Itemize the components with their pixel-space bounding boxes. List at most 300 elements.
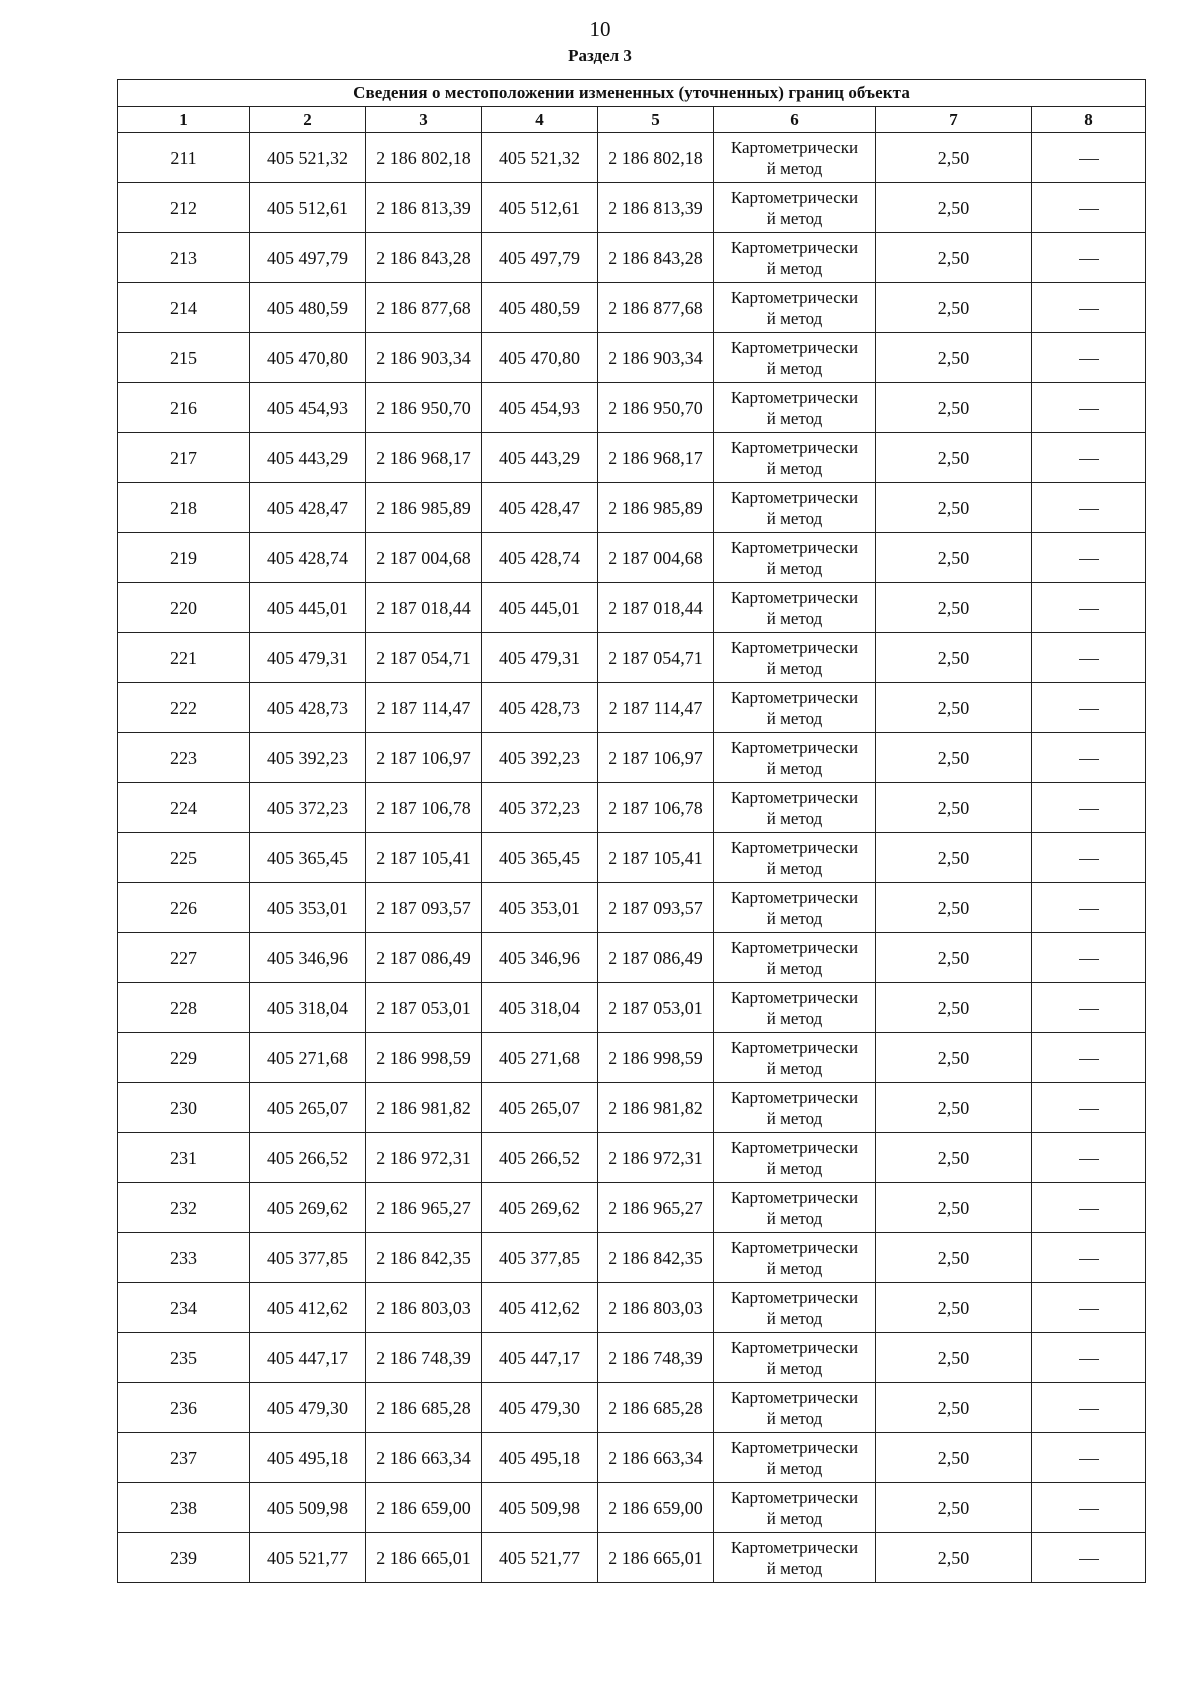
refined-y-cell: 2 187 018,44 [598,583,714,633]
table-row [118,983,1146,1033]
empty-dash [1079,1059,1099,1060]
column-number: 5 [598,107,714,133]
refined-y-cell: 2 186 802,18 [598,133,714,183]
method-cell [714,1433,876,1483]
method-text-line-2: й метод [766,358,823,378]
method-cell [714,133,876,183]
existing-y-cell: 2 186 685,28 [366,1383,482,1433]
existing-y-cell: 2 186 659,00 [366,1483,482,1533]
table-row [118,283,1146,333]
method-cell [714,233,876,283]
refined-x-cell: 405 265,07 [482,1083,598,1133]
precision-cell: 2,50 [876,633,1032,683]
existing-y-cell: 2 186 802,18 [366,133,482,183]
method-cell [714,983,876,1033]
point-number-cell: 231 [118,1133,250,1183]
method-cell [714,333,876,383]
precision-cell: 2,50 [876,183,1032,233]
point-number-cell: 222 [118,683,250,733]
method-text-line-1: Картометрически [730,1137,859,1157]
precision-cell: 2,50 [876,1183,1032,1233]
refined-y-cell: 2 187 093,57 [598,883,714,933]
existing-x-cell: 405 495,18 [250,1433,366,1483]
point-number-cell: 213 [118,233,250,283]
existing-x-cell: 405 512,61 [250,183,366,233]
refined-x-cell: 405 428,47 [482,483,598,533]
empty-dash [1079,1109,1099,1110]
existing-x-cell: 405 353,01 [250,883,366,933]
method-text-line-1: Картометрически [730,287,859,307]
column-number: 3 [366,107,482,133]
refined-y-cell: 2 187 106,97 [598,733,714,783]
empty-dash [1079,959,1099,960]
existing-x-cell: 405 346,96 [250,933,366,983]
table-body [118,133,1146,1583]
column-number: 6 [714,107,876,133]
existing-x-cell: 405 479,31 [250,633,366,683]
existing-y-cell: 2 186 965,27 [366,1183,482,1233]
existing-y-cell: 2 187 086,49 [366,933,482,983]
table-row [118,583,1146,633]
table-row [118,1433,1146,1483]
method-text-line-2: й метод [766,508,823,528]
refined-x-cell: 405 479,31 [482,633,598,683]
method-text-line-1: Картометрически [730,637,859,657]
empty-dash [1079,359,1099,360]
method-cell [714,833,876,883]
method-text-line-2: й метод [766,1208,823,1228]
existing-x-cell: 405 454,93 [250,383,366,433]
point-number-cell: 230 [118,1083,250,1133]
existing-y-cell: 2 186 842,35 [366,1233,482,1283]
method-text-line-2: й метод [766,558,823,578]
refined-y-cell: 2 186 950,70 [598,383,714,433]
empty-value-cell [1032,483,1146,533]
precision-cell: 2,50 [876,1533,1032,1583]
existing-y-cell: 2 186 663,34 [366,1433,482,1483]
table-row [118,883,1146,933]
empty-value-cell [1032,1483,1146,1533]
empty-value-cell [1032,633,1146,683]
refined-y-cell: 2 186 998,59 [598,1033,714,1083]
method-text-line-1: Картометрически [730,187,859,207]
method-cell [714,433,876,483]
refined-x-cell: 405 512,61 [482,183,598,233]
existing-y-cell: 2 186 665,01 [366,1533,482,1583]
method-text-line-1: Картометрически [730,1237,859,1257]
method-text-line-1: Картометрически [730,787,859,807]
existing-x-cell: 405 479,30 [250,1383,366,1433]
method-cell [714,733,876,783]
precision-cell: 2,50 [876,933,1032,983]
empty-dash [1079,1459,1099,1460]
table-caption-row [118,80,1146,107]
precision-cell: 2,50 [876,1333,1032,1383]
method-text-line-2: й метод [766,258,823,278]
precision-cell: 2,50 [876,133,1032,183]
method-text-line-2: й метод [766,708,823,728]
existing-y-cell: 2 186 972,31 [366,1133,482,1183]
empty-value-cell [1032,433,1146,483]
method-cell [714,1283,876,1333]
table-row [118,483,1146,533]
existing-x-cell: 405 271,68 [250,1033,366,1083]
table-row [118,1383,1146,1433]
existing-y-cell: 2 186 968,17 [366,433,482,483]
point-number-cell: 215 [118,333,250,383]
table-row [118,633,1146,683]
point-number-cell: 211 [118,133,250,183]
empty-dash [1079,459,1099,460]
refined-y-cell: 2 186 965,27 [598,1183,714,1233]
point-number-cell: 226 [118,883,250,933]
method-text-line-1: Картометрически [730,137,859,157]
empty-dash [1079,1009,1099,1010]
empty-value-cell [1032,733,1146,783]
existing-x-cell: 405 521,32 [250,133,366,183]
existing-x-cell: 405 318,04 [250,983,366,1033]
method-text-line-2: й метод [766,1358,823,1378]
refined-x-cell: 405 521,77 [482,1533,598,1583]
refined-y-cell: 2 186 968,17 [598,433,714,483]
empty-value-cell [1032,933,1146,983]
method-text-line-2: й метод [766,608,823,628]
existing-y-cell: 2 186 748,39 [366,1333,482,1383]
empty-dash [1079,909,1099,910]
empty-value-cell [1032,183,1146,233]
empty-dash [1079,409,1099,410]
refined-x-cell: 405 470,80 [482,333,598,383]
table-row [118,933,1146,983]
method-cell [714,1133,876,1183]
method-text-line-1: Картометрически [730,537,859,557]
empty-dash [1079,1159,1099,1160]
empty-value-cell [1032,383,1146,433]
precision-cell: 2,50 [876,683,1032,733]
precision-cell: 2,50 [876,1033,1032,1083]
existing-y-cell: 2 186 985,89 [366,483,482,533]
existing-y-cell: 2 187 053,01 [366,983,482,1033]
empty-dash [1079,1509,1099,1510]
empty-value-cell [1032,833,1146,883]
method-text-line-2: й метод [766,1458,823,1478]
empty-value-cell [1032,1233,1146,1283]
method-text-line-1: Картометрически [730,387,859,407]
point-number-cell: 229 [118,1033,250,1083]
method-text-line-1: Картометрически [730,1037,859,1057]
method-text-line-2: й метод [766,408,823,428]
method-cell [714,783,876,833]
table-row [118,683,1146,733]
table-row [118,783,1146,833]
existing-x-cell: 405 470,80 [250,333,366,383]
existing-y-cell: 2 186 950,70 [366,383,482,433]
method-text-line-1: Картометрически [730,737,859,757]
existing-y-cell: 2 187 106,78 [366,783,482,833]
existing-x-cell: 405 521,77 [250,1533,366,1583]
empty-dash [1079,509,1099,510]
table-row [118,433,1146,483]
method-cell [714,1083,876,1133]
method-text-line-2: й метод [766,1108,823,1128]
point-number-cell: 224 [118,783,250,833]
refined-y-cell: 2 187 106,78 [598,783,714,833]
existing-y-cell: 2 187 105,41 [366,833,482,883]
empty-value-cell [1032,683,1146,733]
empty-value-cell [1032,533,1146,583]
precision-cell: 2,50 [876,233,1032,283]
refined-y-cell: 2 187 114,47 [598,683,714,733]
empty-value-cell [1032,233,1146,283]
empty-value-cell [1032,1133,1146,1183]
existing-y-cell: 2 186 813,39 [366,183,482,233]
table-row [118,533,1146,583]
empty-dash [1079,1209,1099,1210]
point-number-cell: 225 [118,833,250,883]
method-text-line-1: Картометрически [730,937,859,957]
empty-value-cell [1032,1333,1146,1383]
method-text-line-1: Картометрически [730,987,859,1007]
empty-dash [1079,809,1099,810]
existing-y-cell: 2 187 093,57 [366,883,482,933]
precision-cell: 2,50 [876,883,1032,933]
method-text-line-1: Картометрически [730,337,859,357]
refined-x-cell: 405 412,62 [482,1283,598,1333]
refined-x-cell: 405 509,98 [482,1483,598,1533]
precision-cell: 2,50 [876,433,1032,483]
point-number-cell: 236 [118,1383,250,1433]
refined-x-cell: 405 346,96 [482,933,598,983]
precision-cell: 2,50 [876,1433,1032,1483]
empty-dash [1079,1259,1099,1260]
method-cell [714,633,876,683]
empty-dash [1079,559,1099,560]
point-number-cell: 214 [118,283,250,333]
refined-y-cell: 2 187 004,68 [598,533,714,583]
column-number: 8 [1032,107,1146,133]
method-text-line-2: й метод [766,758,823,778]
method-text-line-1: Картометрически [730,687,859,707]
method-text-line-1: Картометрически [730,1487,859,1507]
empty-value-cell [1032,333,1146,383]
empty-dash [1079,1309,1099,1310]
method-text-line-2: й метод [766,908,823,928]
refined-x-cell: 405 428,73 [482,683,598,733]
method-text-line-1: Картометрически [730,587,859,607]
existing-x-cell: 405 265,07 [250,1083,366,1133]
refined-y-cell: 2 186 803,03 [598,1283,714,1333]
precision-cell: 2,50 [876,533,1032,583]
existing-x-cell: 405 428,73 [250,683,366,733]
empty-dash [1079,259,1099,260]
empty-value-cell [1032,583,1146,633]
refined-x-cell: 405 480,59 [482,283,598,333]
method-text-line-2: й метод [766,458,823,478]
page-number: 10 [589,17,611,41]
table-row [118,1283,1146,1333]
method-cell [714,183,876,233]
point-number-cell: 237 [118,1433,250,1483]
refined-y-cell: 2 186 981,82 [598,1083,714,1133]
method-text-line-1: Картометрически [730,1187,859,1207]
refined-x-cell: 405 521,32 [482,133,598,183]
table-row [118,383,1146,433]
existing-x-cell: 405 497,79 [250,233,366,283]
point-number-cell: 233 [118,1233,250,1283]
table-caption: Сведения о местоположении измененных (уточненных) границ объекта [118,80,1146,107]
empty-value-cell [1032,783,1146,833]
existing-y-cell: 2 186 877,68 [366,283,482,333]
point-number-cell: 223 [118,733,250,783]
refined-y-cell: 2 186 903,34 [598,333,714,383]
table-row [118,1533,1146,1583]
empty-value-cell [1032,1033,1146,1083]
point-number-cell: 218 [118,483,250,533]
precision-cell: 2,50 [876,333,1032,383]
table-row [118,1183,1146,1233]
method-text-line-2: й метод [766,1008,823,1028]
refined-y-cell: 2 186 843,28 [598,233,714,283]
method-cell [714,583,876,633]
existing-x-cell: 405 480,59 [250,283,366,333]
refined-y-cell: 2 187 054,71 [598,633,714,683]
table-row [118,333,1146,383]
method-text-line-2: й метод [766,1308,823,1328]
point-number-cell: 220 [118,583,250,633]
refined-x-cell: 405 372,23 [482,783,598,833]
point-number-cell: 238 [118,1483,250,1533]
refined-x-cell: 405 479,30 [482,1383,598,1433]
empty-value-cell [1032,1083,1146,1133]
column-number-row [118,107,1146,133]
point-number-cell: 216 [118,383,250,433]
table-row [118,1483,1146,1533]
method-text-line-1: Картометрически [730,837,859,857]
method-text-line-1: Картометрически [730,1537,859,1557]
refined-y-cell: 2 187 053,01 [598,983,714,1033]
refined-y-cell: 2 186 985,89 [598,483,714,533]
method-cell [714,483,876,533]
precision-cell: 2,50 [876,483,1032,533]
method-cell [714,1533,876,1583]
method-text-line-2: й метод [766,308,823,328]
precision-cell: 2,50 [876,283,1032,333]
refined-y-cell: 2 186 842,35 [598,1233,714,1283]
section-title: Раздел 3 [568,46,632,65]
refined-x-cell: 405 447,17 [482,1333,598,1383]
empty-value-cell [1032,133,1146,183]
table-row [118,1083,1146,1133]
method-cell [714,883,876,933]
table-row [118,733,1146,783]
empty-dash [1079,759,1099,760]
refined-y-cell: 2 186 663,34 [598,1433,714,1483]
method-text-line-2: й метод [766,858,823,878]
method-text-line-1: Картометрически [730,1287,859,1307]
refined-y-cell: 2 187 105,41 [598,833,714,883]
existing-x-cell: 405 428,47 [250,483,366,533]
empty-dash [1079,709,1099,710]
precision-cell: 2,50 [876,833,1032,883]
method-text-line-1: Картометрически [730,1387,859,1407]
method-text-line-1: Картометрически [730,487,859,507]
precision-cell: 2,50 [876,783,1032,833]
empty-dash [1079,1409,1099,1410]
method-cell [714,283,876,333]
refined-x-cell: 405 353,01 [482,883,598,933]
existing-x-cell: 405 269,62 [250,1183,366,1233]
refined-y-cell: 2 186 748,39 [598,1333,714,1383]
precision-cell: 2,50 [876,1133,1032,1183]
refined-x-cell: 405 377,85 [482,1233,598,1283]
empty-dash [1079,1559,1099,1560]
refined-x-cell: 405 271,68 [482,1033,598,1083]
table-row [118,1233,1146,1283]
empty-dash [1079,159,1099,160]
method-text-line-2: й метод [766,1408,823,1428]
empty-dash [1079,309,1099,310]
empty-value-cell [1032,283,1146,333]
existing-y-cell: 2 186 903,34 [366,333,482,383]
empty-dash [1079,859,1099,860]
precision-cell: 2,50 [876,1483,1032,1533]
existing-y-cell: 2 187 114,47 [366,683,482,733]
existing-y-cell: 2 187 004,68 [366,533,482,583]
method-text-line-1: Картометрически [730,1437,859,1457]
refined-x-cell: 405 495,18 [482,1433,598,1483]
table-row [118,1133,1146,1183]
point-number-cell: 232 [118,1183,250,1233]
method-text-line-2: й метод [766,1258,823,1278]
precision-cell: 2,50 [876,1283,1032,1333]
existing-y-cell: 2 186 803,03 [366,1283,482,1333]
point-number-cell: 227 [118,933,250,983]
refined-x-cell: 405 266,52 [482,1133,598,1183]
empty-dash [1079,209,1099,210]
point-number-cell: 221 [118,633,250,683]
refined-x-cell: 405 392,23 [482,733,598,783]
refined-x-cell: 405 445,01 [482,583,598,633]
precision-cell: 2,50 [876,383,1032,433]
existing-y-cell: 2 187 054,71 [366,633,482,683]
method-cell [714,683,876,733]
existing-y-cell: 2 187 106,97 [366,733,482,783]
column-number: 1 [118,107,250,133]
boundary-coordinates-table [117,79,1146,1583]
refined-x-cell: 405 454,93 [482,383,598,433]
existing-x-cell: 405 392,23 [250,733,366,783]
refined-x-cell: 405 318,04 [482,983,598,1033]
empty-value-cell [1032,883,1146,933]
refined-x-cell: 405 365,45 [482,833,598,883]
method-text-line-1: Картометрически [730,437,859,457]
method-text-line-2: й метод [766,808,823,828]
point-number-cell: 217 [118,433,250,483]
refined-y-cell: 2 186 813,39 [598,183,714,233]
refined-y-cell: 2 186 877,68 [598,283,714,333]
existing-y-cell: 2 186 843,28 [366,233,482,283]
method-cell [714,933,876,983]
method-cell [714,383,876,433]
empty-value-cell [1032,1283,1146,1333]
method-text-line-2: й метод [766,1508,823,1528]
existing-y-cell: 2 186 998,59 [366,1033,482,1083]
refined-y-cell: 2 186 659,00 [598,1483,714,1533]
method-text-line-2: й метод [766,1558,823,1578]
table-row [118,133,1146,183]
method-cell [714,1383,876,1433]
column-number: 4 [482,107,598,133]
